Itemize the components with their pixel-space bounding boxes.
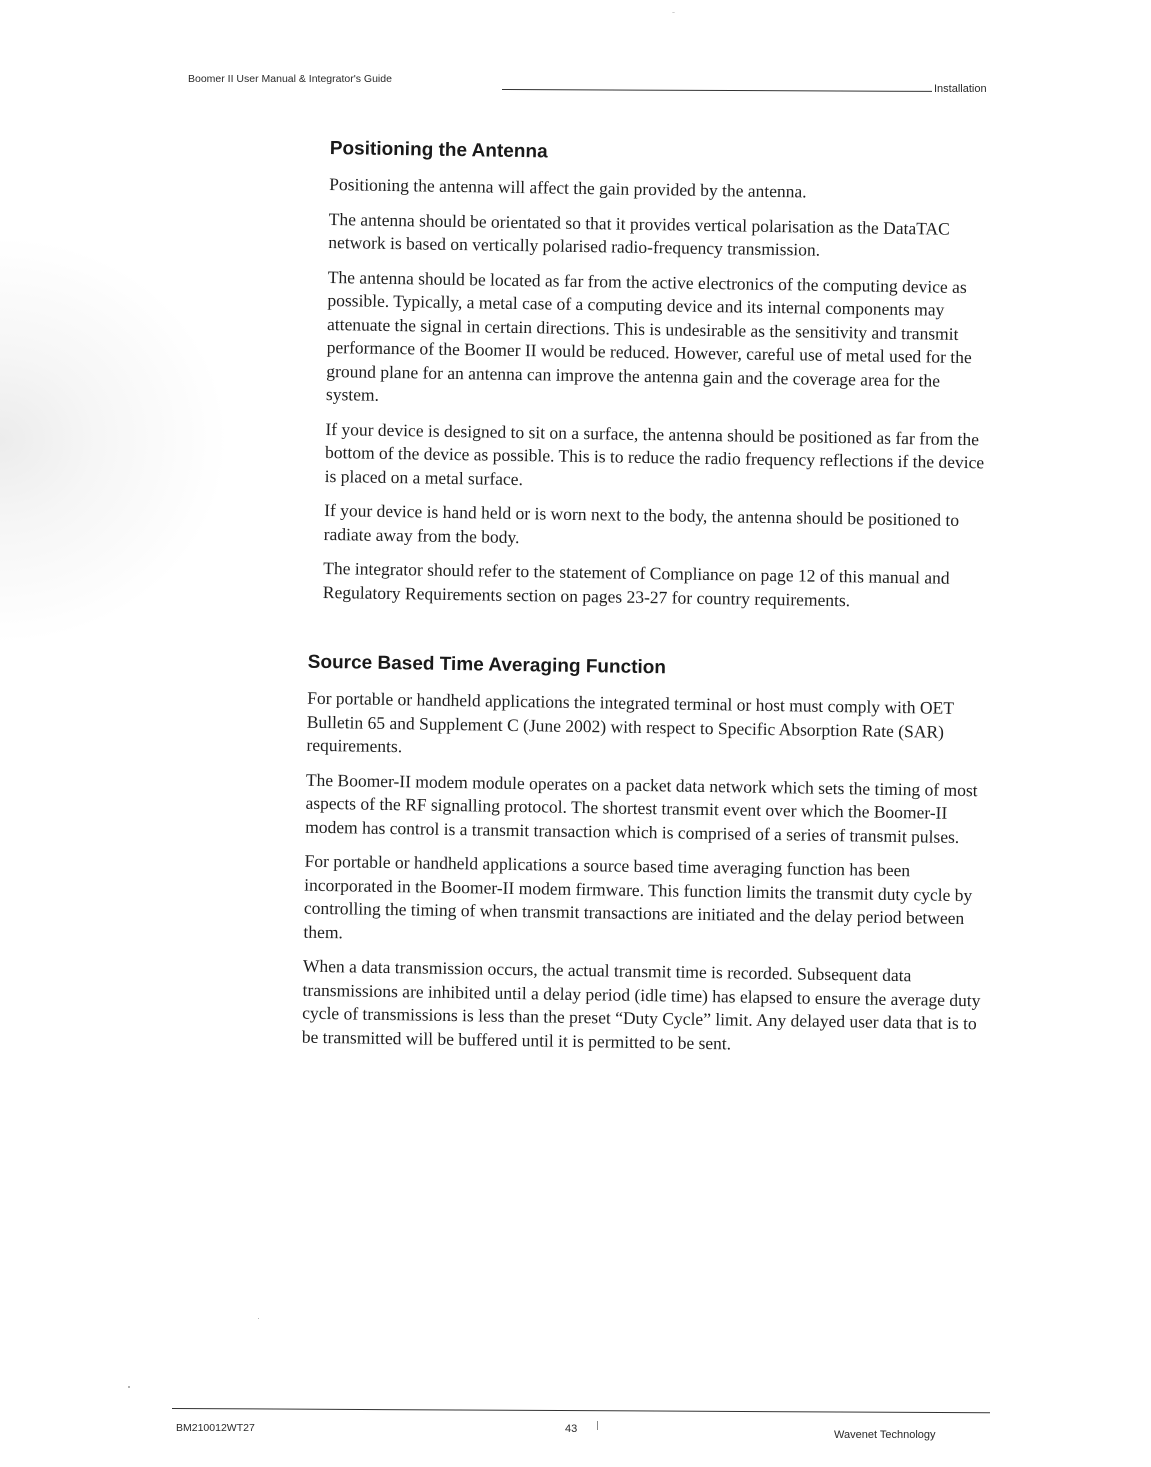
- header-section: Installation: [934, 83, 987, 95]
- scan-speck: [258, 1318, 259, 1319]
- scan-speck: [672, 12, 675, 13]
- scan-mark: [597, 1421, 598, 1430]
- section-time-averaging: [302, 652, 992, 1060]
- paragraph: The integrator should refer to the statement of Compliance on page 12 of this manual and Regulatory Requirements section on pages 23-27 for country requirements.: [322, 557, 950, 610]
- footer-company: Wavenet Technology: [834, 1429, 936, 1441]
- paragraph: The Boomer-II modem module operates on a packet data network which sets the timing of most aspects of the RF signalling protocol. The shortest transmit event over which the Boomer-II modem has control is a transmit transaction which is comprised of a series of transmit pulses.: [305, 769, 978, 847]
- page-content: [301, 138, 1000, 1070]
- section-heading: Positioning the Antenna: [329, 138, 548, 163]
- paragraph: If your device is hand held or is worn next to the body, the antenna should be positioned to radiate away from the body.: [323, 499, 960, 547]
- header-title: Boomer II User Manual & Integrator's Guide: [188, 73, 392, 85]
- paragraph: For portable or handheld applications the integrated terminal or host must comply with OET Bulletin 65 and Supplement C (June 2002) with respect to Specific Absorption Rate (SAR) requirements.: [306, 687, 954, 757]
- section-heading: Source Based Time Averaging Function: [307, 651, 667, 679]
- paragraph: The antenna should be orientated so that it provides vertical polarisation as the DataTAC network is based on vertically polarised radio-frequency transmission.: [328, 208, 950, 260]
- footer-page-number: 43: [565, 1423, 578, 1435]
- paragraph: When a data transmission occurs, the actual transmit time is recorded. Subsequent data transmissions are inhibited until a delay period (idle time) has elapsed to ensure the average duty cycle of transmissions is less than the preset “Duty Cycle” limit. Any delayed user data that is to be transmitted will be buffered until it is permitted to be sent.: [301, 955, 981, 1053]
- footer-rule: [172, 1408, 990, 1413]
- paragraph: Positioning the antenna will affect the gain provided by the antenna.: [329, 173, 807, 202]
- paragraph: The antenna should be located as far from the active electronics of the computing device as possible. Typically, a metal case of a computing device and its internal components may attenuate the signal in certain directions. This is undesirable as the sensitivity and transmit performance of the Boomer II would be reduced. However, careful use of metal used for the ground plane for an antenna can improve the antenna gain and the coverage area for the system.: [325, 266, 972, 405]
- footer-doc-id: BM210012WT27: [176, 1422, 255, 1434]
- paragraph: For portable or handheld applications a source based time averaging function has been incorporated in the Boomer-II modem firmware. This function limits the transmit duty cycle by controlling the timing of when transmit transactions are initiated and the delay period between them.: [303, 850, 973, 942]
- section-positioning-antenna: [323, 138, 1000, 614]
- scan-speck: [128, 1386, 130, 1388]
- header-rule: [502, 89, 932, 92]
- paragraph: If your device is designed to sit on a surface, the antenna should be positioned as far from the bottom of the device as possible. This is to reduce the radio frequency reflections if the device is placed on a metal surface.: [324, 418, 985, 489]
